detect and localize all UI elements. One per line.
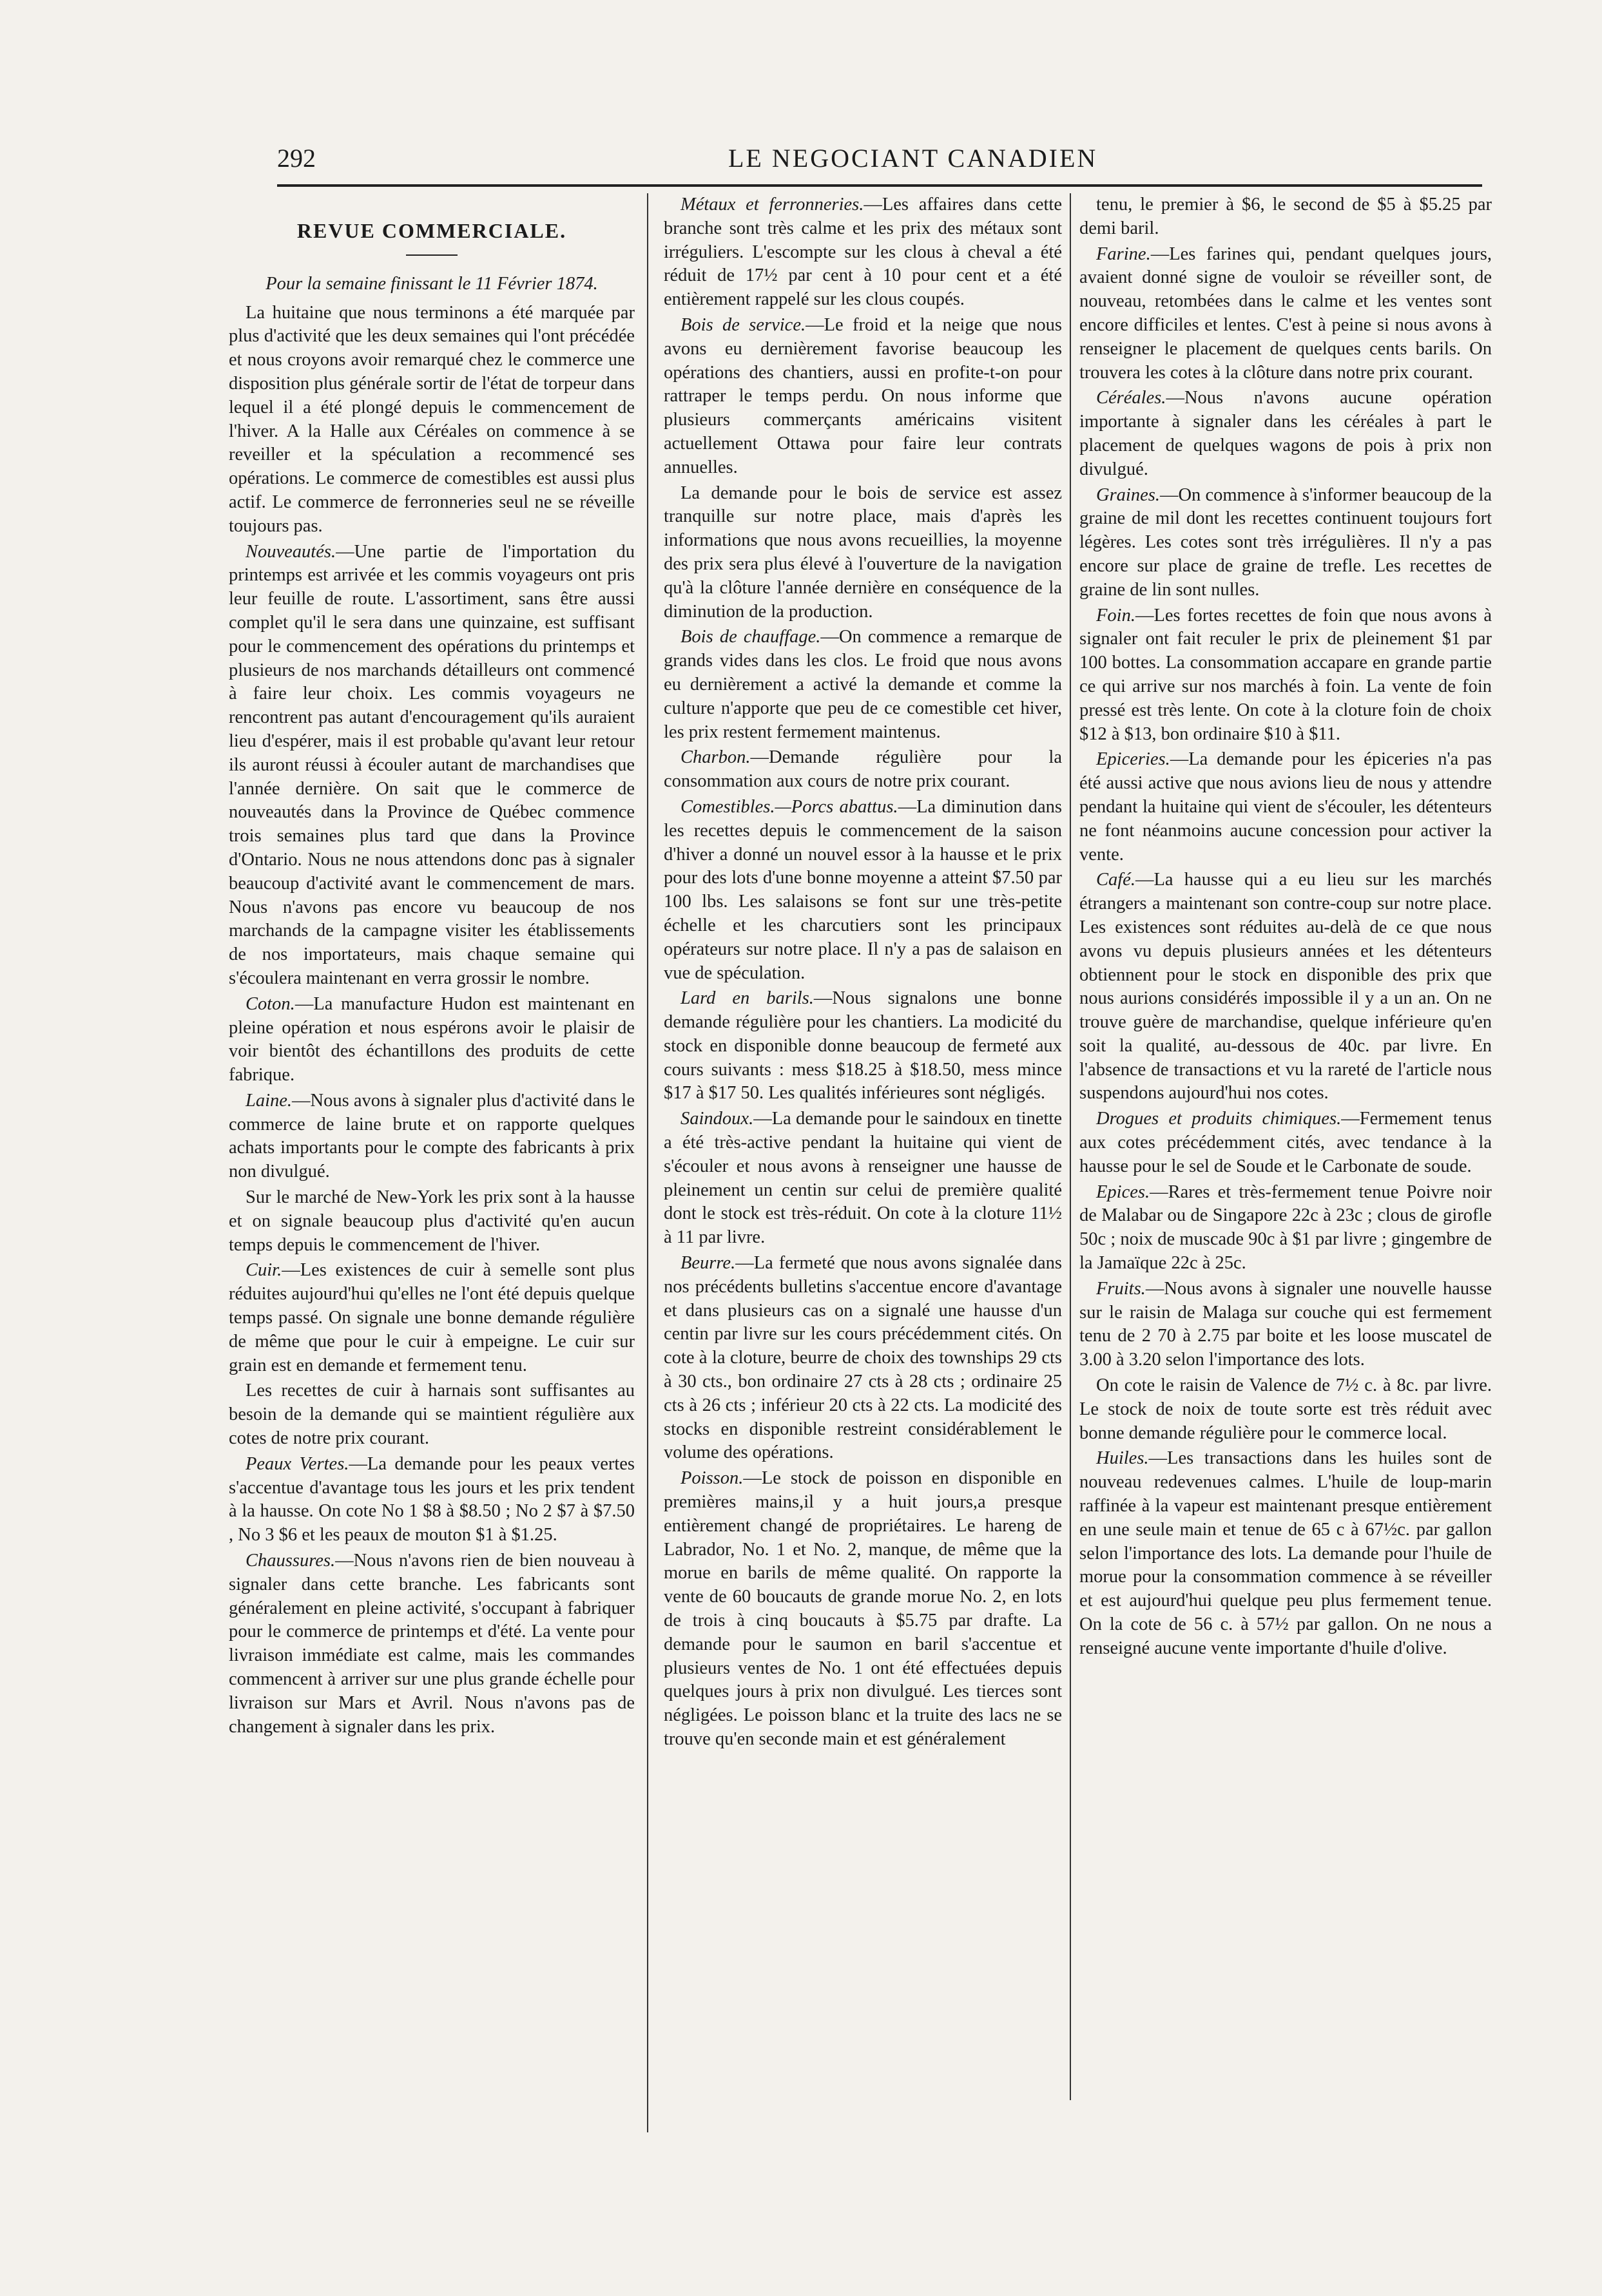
article-paragraph: [1079, 1107, 1492, 1178]
paragraph-lead: Peaux Vertes.: [246, 1453, 349, 1474]
article-paragraph: [229, 301, 635, 539]
paragraph-lead: Céréales.: [1096, 388, 1166, 408]
paragraph-text: —Les transactions dans les huiles sont de nouveau redevenues calmes. L'huile de loup-marin raffinée à la vapeur est maintenant presque entièrement en une seule main et tenue de 65 c à 67½c. par gallon selon l'importance des lots. La demande pour l'huile de morue pour la consommation commence à se réveiller et est aujourd'hui quelque peu plus fermement tenue. On la cote de 56 c. à 57½ par gallon. On ne nous a renseigné aucune vente importante d'huile d'olive.: [1079, 1448, 1492, 1658]
paragraph-text: —Nous n'avons rien de bien nouveau à signaler dans cette branche. Les fabricants sont généralement en pleine activité, s'occupant à fabriquer pour le commerce de printemps et d'été. La vente pour livraison immédiate est calme, mais les commandes commencent à arriver sur une plus grande échelle pour livraison sur Mars et Avril. Nous n'avons pas de changement à signaler dans les prix.: [229, 1551, 635, 1737]
paragraph-lead: Café.: [1096, 870, 1135, 890]
paragraph-text: —Les existences de cuir à semelle sont plus réduites aujourd'hui qu'elles ne l'ont été depuis quelque temps passé. On signale une bonne demande régulière de même que pour le cuir à empeigne. Le cuir sur grain est en demande et fermement tenu.: [229, 1260, 635, 1375]
paragraph-lead: Nouveautés.: [246, 541, 336, 562]
article-paragraph: [229, 1379, 635, 1450]
paragraph-text: —Nous n'avons aucune opération importante à signaler dans les céréales à part le placement de quelques wagons de pois à prix non divulgué.: [1079, 388, 1492, 479]
paragraph-text: —La demande pour les peaux vertes s'accentue d'avantage tous les jours et les prix tendent à la hausse. On cote No 1 $8 à $8.50 ; No 2 $7 à $7.50 , No 3 $6 et les peaux de mouton $1 à $1.25.: [229, 1453, 635, 1545]
paragraph-lead: Foin.: [1096, 605, 1135, 626]
paragraph-text: —La diminution dans les recettes depuis le commencement de la saison d'hiver a donné un nouvel essor à la hausse et le prix pour des lots d'une bonne moyenne a atteint $7.50 par 100 lbs. Les salaisons se font sur une très-petite échelle et les charcutiers sont les principaux opérateurs sur notre place. Il n'y a pas de salaison en vue de spéculation.: [664, 796, 1063, 983]
paragraph-text: —Demande régulière pour la consommation aux cours de notre prix courant.: [664, 747, 1062, 792]
article-paragraph: [664, 1467, 1062, 1752]
article-paragraph: [229, 1186, 635, 1257]
article-paragraph: [1079, 1181, 1492, 1276]
paragraph-text: La demande pour le bois de service est assez tranquille sur notre place, mais d'après les informations que nous avons recueillies, la moyenne des prix sera plus élevé à l'ouverture de la navigation qu'à la clôture l'année dernière en conséquence de la diminution de la production.: [664, 483, 1062, 622]
paragraph-lead: Lard en barils.: [680, 988, 814, 1009]
paragraph-lead: Comestibles.—Porcs abattus.: [680, 796, 898, 817]
paragraph-lead: Charbon.: [680, 747, 751, 768]
paragraph-text: —La demande pour les épiceries n'a pas été aussi active que nous avions lieu de nous y attendre pendant la huitaine qui vient de s'écouler, les détenteurs ne font néanmoins aucune concession pour activer la vente.: [1079, 749, 1492, 865]
paragraph-text: —Les affaires dans cette branche sont très calme et les prix des métaux sont irréguliers. L'escompte sur les clous à cheval a été réduit de 17½ par cent à 10 pour cent et a été entièrement rappelé sur les clous coupés.: [664, 195, 1062, 310]
article-paragraph: [229, 541, 635, 991]
paragraph-lead: Epiceries.: [1096, 749, 1170, 770]
paragraph-text: La huitaine que nous terminons a été marquée par plus d'activité que les deux semaines qui l'ont précédée et nous croyons avoir remarqué chez le commerce une disposition plus générale sortir de l'état de torpeur dans lequel il a été plongé depuis le commencement de l'hiver. A la Halle aux Céréales on commence à se reveiller et la spéculation a recommencé ses opérations. Le commerce de comestibles est aussi plus actif. Le commerce de ferronneries seul ne se réveille toujours pas.: [229, 302, 635, 536]
article-paragraph: [229, 1259, 635, 1377]
paragraph-lead: Drogues et produits chimiques.: [1096, 1109, 1342, 1129]
section-title: REVUE COMMERCIALE.: [296, 219, 567, 242]
article-paragraph: [664, 626, 1062, 744]
paragraph-text: —Nous avons à signaler une nouvelle hausse sur le raisin de Malaga sur couche qui est fermement tenu de 2 70 à 2.75 par boite et les loose muscatel de 3.00 à 3.20 selon l'importance des lots.: [1079, 1278, 1492, 1370]
page-header: [277, 143, 1482, 182]
paragraph-lead: Métaux et ferronneries.: [680, 195, 864, 215]
paragraph-text: —Fermement tenus aux cotes précédemment cités, avec tendance à la hausse pour le sel de Soude et le Carbonate de soude.: [1079, 1109, 1492, 1176]
article-paragraph: [229, 993, 635, 1087]
paragraph-lead: Huiles.: [1096, 1448, 1149, 1469]
article-paragraph: [664, 987, 1062, 1105]
paragraph-text: —Nous avons à signaler plus d'activité dans le commerce de laine brute et on rapporte quelques achats importants pour le compte des fabricants à prix non divulgué.: [229, 1090, 635, 1182]
article-paragraph: [1079, 1374, 1492, 1445]
paragraph-list: [1079, 193, 1492, 1661]
paragraph-text: —Le froid et la neige que nous avons eu dernièrement favorise beaucoup les opérations des chantiers, aussi en profite-t-on pour rattraper le temps perdu. On nous informe que plusieurs commerçants américains visitent actuellement Ottawa pour faire leur contrats annuelles.: [664, 314, 1062, 477]
article-paragraph: [229, 1089, 635, 1184]
paragraph-lead: Beurre.: [680, 1253, 736, 1274]
column-rule: [647, 193, 648, 2132]
paragraph-lead: Epices.: [1096, 1181, 1150, 1202]
column-3: [1079, 193, 1492, 1663]
paragraph-text: —On commence à s'informer beaucoup de la graine de mil dont les recettes continuent toujours fort légères. Les cotes sont très irrégulières. Il n'y a pas encore sur place de graine de trefle. Les recettes de graine de lin sont nulles.: [1079, 484, 1492, 600]
paragraph-text: On cote le raisin de Valence de 7½ c. à 8c. par livre. Le stock de noix de toute sorte est très réduit avec bonne demande régulière pour le commerce local.: [1079, 1375, 1492, 1443]
paragraph-text: tenu, le premier à $6, le second de $5 à $5.25 par demi baril.: [1079, 195, 1492, 238]
paragraph-lead: Saindoux.: [680, 1109, 754, 1129]
article-paragraph: [664, 1107, 1062, 1250]
article-paragraph: [1079, 1277, 1492, 1372]
column-rule: [1070, 193, 1071, 2100]
article-paragraph: [664, 746, 1062, 794]
paragraph-lead: Chaussures.: [246, 1551, 336, 1571]
article-paragraph: [1079, 243, 1492, 385]
article-paragraph: [664, 482, 1062, 624]
paragraph-text: —La hausse qui a eu lieu sur les marchés étrangers a maintenant son contre-coup sur notre place. Les existences sont réduites au-delà de ce que nous avons vu depuis plusieurs années et les détenteurs obtiennent pour le stock en disponible des prix que nous aurions considérés impossible il y a un an. On ne trouve guère de marchandise, quelque inférieure qu'en soit la qualité, au-dessous de 40c. par livre. En l'absence de transactions et vu la rareté de l'article nous suspendons aujourd'hui nos cotes.: [1079, 870, 1492, 1104]
paragraph-text: Sur le marché de New-York les prix sont à la hausse et on signale beaucoup plus d'activité qu'en aucun temps depuis le commencement de l'hiver.: [229, 1187, 635, 1255]
paragraph-lead: Bois de chauffage.: [680, 627, 821, 647]
article-paragraph: [229, 1549, 635, 1739]
article-paragraph: [1079, 387, 1492, 481]
paragraph-text: Les recettes de cuir à harnais sont suffisantes au besoin de la demande qui se maintient régulière aux cotes de notre prix courant.: [229, 1381, 635, 1449]
paragraph-list: [229, 301, 635, 1739]
paragraph-lead: Farine.: [1096, 244, 1151, 264]
paragraph-lead: Graines.: [1096, 484, 1160, 505]
paragraph-lead: Laine.: [246, 1090, 293, 1111]
article-paragraph: [229, 1453, 635, 1547]
article-paragraph: [664, 314, 1062, 480]
paragraph-lead: Fruits.: [1096, 1278, 1146, 1299]
paragraph-text: —La fermeté que nous avons signalée dans nos précédents bulletins s'accentue encore d'avantage et dans plusieurs cas on a signalé une hausse d'un centin par livre sur les cours précédemment cités. On cote à la cloture, beurre de choix des townships 29 cts à 30 cts., bon ordinaire 27 cts à 28 cts ; ordinaire 25 cts à 26 cts ; inférieur 20 cts à 22 cts. La modicité des stocks en disponible restreint considérablement le volume des opérations.: [664, 1253, 1062, 1463]
paragraph-text: —Le stock de poisson en disponible en premières mains,il y a huit jours,a presque entièrement changé de propriétaires. Le hareng de Labrador, No. 1 et No. 2, manque, de même que la morue en barils de même qualité. On rapporte la vente de 60 boucauts de grande morue No. 2, en lots de trois à cinq boucauts à $5.75 par drafte. La demande pour le saumon en baril s'accentue et plusieurs ventes de No. 1 ont été effectuées depuis quelques jours à prix non divulgué. Les tierces sont négligées. Le poisson blanc et la truite des lacs ne se trouve qu'en seconde main et est généralement: [664, 1468, 1062, 1749]
article-paragraph: [1079, 193, 1492, 241]
paragraph-text: —Les fortes recettes de foin que nous avons à signaler ont fait reculer le prix de pleinement $1 par 100 bottes. La consommation accapare en grande partie ce qui arrive sur nos marchés à foin. La vente de foin pressé est très lente. On cote à la cloture foin de choix $12 à $13, bon ordinaire $10 à $11.: [1079, 605, 1492, 744]
paragraph-list: [664, 193, 1062, 1752]
article-paragraph: [664, 193, 1062, 312]
paragraph-text: —Rares et très-fermement tenue Poivre noir de Malabar ou de Singapore 22c à 23c ; clous de girofle 50c ; noix de muscade 90c à $1 par livre ; gingembre de la Jamaïque 22c à 25c.: [1079, 1181, 1492, 1274]
column-1: [229, 193, 635, 1741]
paragraph-lead: Bois de service.: [680, 314, 806, 335]
paragraph-text: —Nous signalons une bonne demande régulière pour les chantiers. La modicité du stock en disponible donne beaucoup de fermeté aux cours suivants : mess $18.25 à $18.50, mess mince $17 à $17 50. Les qualités inférieures sont négligés.: [664, 988, 1062, 1104]
article-paragraph: [1079, 604, 1492, 747]
paragraph-text: —La manufacture Hudon est maintenant en pleine opération et nous espérons avoir le plaisir de voir bientôt des échantillons des produits de cette fabrique.: [229, 993, 635, 1086]
paragraph-lead: Coton.: [246, 993, 295, 1014]
paragraph-text: —Une partie de l'importation du printemps est arrivée et les commis voyageurs ont pris leur feuille de route. L'assortiment, sans être aussi complet qu'il le sera dans une quinzaine, est suffisant pour le commencement des opérations du printemps et plusieurs de nos marchands détailleurs ont commencé à faire leur choix. Les commis voyageurs ne rencontrent pas autant d'encouragement qu'ils auraient lieu d'espérer, mais il est probable qu'avant leur retour ils auront réussi à écouler autant de marchandises que l'année dernière. On sait que le commerce de nouveautés dans la Province de Québec commence trois semaines plus tard que dans la Province d'Ontario. Nous ne nous attendons donc pas à signaler beaucoup d'activité avant le commencement de mars. Nous n'avons pas encore vu beaucoup de nos marchands de la campagne visiter les établissements de nos importateurs, mais chaque semaine qui s'écoulera maintenant en verra grossir le nombre.: [229, 541, 635, 988]
paragraph-lead: Cuir.: [246, 1260, 282, 1281]
title-divider: [406, 254, 458, 256]
paragraph-text: —Les farines qui, pendant quelques jours, avaient donné signe de vouloir se réveiller sont, de nouveau, retombées dans le calme et les ventes sont encore difficiles et lentes. C'est à peine si nous avons à renseigner le placement de quelques cents barils. On trouvera les cotes à la clôture dans notre prix courant.: [1079, 244, 1492, 383]
paragraph-text: —On commence a remarque de grands vides dans les clos. Le froid que nous avons eu dernièrement a activé la demande et comme la culture n'apporte que peu de ce comestible cet hiver, les prix restent fermement maintenus.: [664, 627, 1062, 742]
article-paragraph: [664, 1252, 1062, 1465]
article-paragraph: [1079, 868, 1492, 1105]
article-paragraph: [1079, 484, 1492, 602]
article-paragraph: [1079, 748, 1492, 866]
article-paragraph: [1079, 1447, 1492, 1660]
journal-title: LE NEGOCIANT CANADIEN: [728, 144, 1098, 173]
section-subtitle: Pour la semaine finissant le 11 Février 1874.: [265, 273, 598, 294]
paragraph-text: —La demande pour le saindoux en tinette a été très-active pendant la huitaine qui vient de s'écouler et nous avons à renseigner une hausse de pleinement un centin sur celui de première qualité dont le stock est très-réduit. On cote à la cloture 11½ à 11 par livre.: [664, 1109, 1062, 1248]
page-number: 292: [277, 144, 316, 173]
header-rule: [277, 184, 1482, 187]
column-2: [664, 193, 1062, 1754]
paragraph-lead: Poisson.: [680, 1468, 744, 1489]
article-paragraph: [664, 796, 1062, 985]
